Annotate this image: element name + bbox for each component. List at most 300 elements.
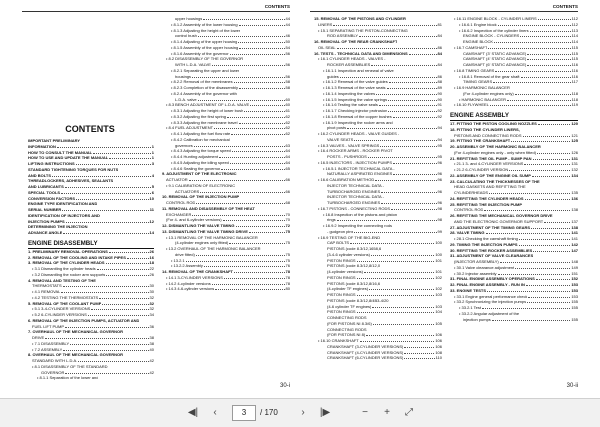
toc-entry-title: (For 4-cylinder engines only) bbox=[463, 90, 514, 96]
toc-leader-dots bbox=[224, 278, 285, 279]
toc-page-number: 112 bbox=[571, 16, 578, 21]
toc-page-number: 142 bbox=[571, 241, 578, 247]
toc-page-number: 56 bbox=[285, 62, 290, 67]
toc-entry-title: • 8.4 FUEL ADJUSTMENT bbox=[166, 125, 214, 131]
toc-page-number: 86 bbox=[437, 44, 442, 50]
toc-page-number: 38 bbox=[149, 340, 154, 346]
toc-leader-dots bbox=[93, 153, 151, 154]
toc-page-number: 16 bbox=[149, 254, 154, 260]
toc-page-number: 58 bbox=[285, 79, 290, 85]
toc-leader-dots bbox=[492, 320, 571, 321]
toc-leader-dots bbox=[99, 298, 148, 299]
toc-entry-title: • 16.3 VALVES - VALVE SPRINGS bbox=[318, 142, 380, 148]
toc-leader-dots bbox=[538, 19, 571, 20]
toc-entry-title: upper housings bbox=[175, 16, 203, 21]
toc-entry-title: PISTONS AND CONNECTING RODS bbox=[454, 132, 522, 138]
toc-page-number: 100 bbox=[435, 240, 442, 246]
right-toc-column-2 bbox=[450, 16, 578, 322]
toc-leader-dots bbox=[487, 291, 570, 292]
toc-page-number: 12 bbox=[149, 218, 154, 224]
toc-page-number: 125 bbox=[571, 138, 578, 144]
toc-entry-title: • 8.1.4 Adjusting of the upper housing bbox=[171, 39, 238, 44]
toc-page-number: 62 bbox=[285, 131, 290, 136]
toc-entry-title: • 33.2.2 Angular adjustment of the bbox=[459, 310, 520, 316]
toc-leader-dots bbox=[354, 232, 436, 233]
toc-entry-title: CONVERSION FACTORS bbox=[28, 195, 76, 201]
toc-leader-dots bbox=[106, 275, 148, 276]
toc-entry-title: • 16.5.1 INJECTOR TECHNICAL DATA - bbox=[323, 165, 395, 171]
toc-page-number: 132 bbox=[571, 167, 578, 172]
next-page-icon[interactable]: › bbox=[301, 407, 305, 418]
toc-leader-dots bbox=[404, 347, 434, 348]
toc-page-number: 1 bbox=[151, 155, 154, 161]
toc-entry-title: • 15.1 SEPARATING THE PISTON-CONNECTING bbox=[318, 27, 408, 33]
zoom-in-icon[interactable]: + bbox=[384, 407, 390, 418]
toc-page-number: 101 bbox=[435, 269, 442, 274]
toc-leader-dots bbox=[404, 353, 434, 354]
toc-entry-title: 2. REMOVAL OF THE COOLING AND INTAKE PIPES bbox=[28, 254, 126, 260]
toc-entry-title: 14. REMOVAL OF THE CRANKSHAFT bbox=[162, 269, 233, 274]
toc-entry-title: • 16.1.3 Renewal of the valve seats bbox=[323, 85, 386, 90]
toc-entry-title: • 13.2.1 bbox=[171, 257, 185, 263]
toc-entry-title: 30. REFITTING THE ROCKER ASSEMBLIES bbox=[450, 247, 533, 253]
toc-entry-title: L.D.A. valve bbox=[175, 96, 197, 102]
toc-page-number: 62 bbox=[285, 113, 290, 119]
toc-entry-title: ADVANCE ANGLE bbox=[28, 230, 63, 235]
toc-page-number: 5 bbox=[151, 184, 154, 189]
toc-entry-title: injection pumps bbox=[463, 316, 491, 322]
toc-entry-title: CAP BOLTS bbox=[327, 240, 350, 246]
previous-page-icon[interactable]: ‹ bbox=[213, 407, 217, 418]
toc-entry-title: 24. REFITTING THE CYLINDER HEADS bbox=[450, 195, 524, 201]
toc-entry-title: CYLINDERHEADS bbox=[454, 190, 489, 195]
toc-entry-title: DRIVE bbox=[32, 335, 45, 340]
toc-leader-dots bbox=[366, 335, 434, 336]
toc-leader-dots bbox=[507, 100, 571, 101]
toc-page-number: 94 bbox=[437, 136, 442, 142]
toc-entry-title: • 16.2 CYLINDER HEADS - VALVE GUIDES - bbox=[318, 131, 400, 136]
toc-entry-title: CONNECTING RODS bbox=[327, 315, 367, 320]
toc-page-number: 68 bbox=[285, 200, 290, 205]
toc-leader-dots bbox=[391, 209, 437, 210]
toc-entry-title: TURBOCHARGED ENGINES bbox=[327, 188, 381, 194]
toc-page-number: 40 bbox=[149, 346, 154, 352]
toc-page-number: 72 bbox=[285, 223, 290, 228]
toc-page-number: 98 bbox=[437, 205, 442, 211]
toc-page-number: 84 bbox=[437, 62, 442, 67]
toc-entry-title: • 21.2 6-CYLINDER VERSION bbox=[454, 167, 509, 172]
toc-leader-dots bbox=[359, 36, 437, 37]
toc-leader-dots bbox=[515, 268, 570, 269]
toc-page-number: 99 bbox=[437, 228, 442, 234]
toc-page-number: 102 bbox=[435, 286, 442, 292]
toc-leader-dots bbox=[194, 146, 285, 147]
toc-page-number: 116 bbox=[571, 73, 578, 79]
toc-leader-dots bbox=[525, 199, 571, 200]
toc-leader-dots bbox=[234, 272, 285, 273]
toc-entry-title: • 8.2 DISASSEMBLY OF THE GOVERNOR bbox=[166, 56, 244, 62]
toc-entry-title: • 8.2.2 Removal of the membranes bbox=[171, 79, 233, 85]
toc-entry-title: ROCKER ASSEMBLIES bbox=[327, 62, 371, 67]
toc-entry-title: pivot posts bbox=[327, 125, 347, 131]
toc-entry-title: 7. OVERHAUL OF THE MECHANICAL GOVERNOR bbox=[28, 329, 123, 335]
toc-entry-title: PISTON RINGS bbox=[327, 274, 356, 280]
toc-leader-dots bbox=[109, 252, 149, 253]
toc-entry[interactable] bbox=[162, 286, 290, 292]
toc-entry-title: • 7.2 ASSEMBLY bbox=[32, 346, 63, 352]
toc-entry-title: 33. ENGINE TESTS bbox=[450, 287, 487, 293]
toc-page-number: 106 bbox=[435, 343, 442, 349]
toc-leader-dots bbox=[347, 128, 436, 129]
toc-entry-title: • 16.8 TIMING GEARS bbox=[454, 67, 495, 73]
toc-entry-title: PISTON RINGS bbox=[327, 309, 356, 315]
toc-entry-title: ENGINE BLOCK - CYLINDERS bbox=[463, 33, 520, 39]
toc-entry-title: DETERMINING THE INJECTION bbox=[28, 224, 88, 230]
toc-page-number: 148 bbox=[571, 259, 578, 264]
fit-page-icon[interactable]: ⤢ bbox=[405, 407, 413, 418]
toc-entry-title: CAMSHAFT (3' STATIC ADVANCE) bbox=[463, 50, 527, 56]
toc-entry-title: THREADLOCKERS, ADHESIVES, SEALANTS bbox=[28, 178, 114, 184]
toc-entry-title: • 16.8.1 Removal of the gear shaft bbox=[459, 73, 520, 79]
toc-entry-title: control bush bbox=[175, 33, 197, 39]
toc-entry-title: • 8.2.3 Completion of the disassembly bbox=[171, 85, 238, 90]
toc-leader-dots bbox=[388, 100, 436, 101]
toc-entry-title: SERIAL NUMBER bbox=[28, 207, 62, 212]
toc-entry-title: 5. REMOVAL OF THE COOLANT PUMP bbox=[28, 300, 102, 306]
toc-entry-title: ENGINE TYPE IDENTIFICATION AND bbox=[28, 201, 98, 207]
toc-leader-dots bbox=[52, 176, 151, 177]
toc-entry-title: 8. OVERHAUL OF THE MECHANICAL GOVERNOR bbox=[28, 352, 123, 358]
toc-entry-title: 10. REMOVAL OF THE INJECTION PUMP bbox=[162, 194, 240, 200]
toc-entry-title: • 7.1 DISASSEMBLY bbox=[32, 340, 70, 346]
toc-entry-title: • 8.4.6 Sealing the governor bbox=[171, 165, 221, 171]
toc-entry-title: CONNECTING RODS bbox=[327, 326, 367, 332]
contents-title: CONTENTS bbox=[65, 124, 115, 134]
toc-page-number: 26 bbox=[149, 248, 154, 254]
toc-entry-title: rings bbox=[327, 217, 336, 223]
toc-entry-title: • 8.3.1 Adjusting the height of lower bush bbox=[171, 108, 244, 113]
toc-page-number: 64 bbox=[285, 148, 290, 154]
toc-entry-title: • 33.1 Engine general performance check bbox=[454, 293, 528, 299]
toc-leader-dots bbox=[234, 82, 285, 83]
toc-entry-title: • 8.2.4 Assembly of the governor with bbox=[171, 90, 237, 96]
toc-entry-title: PISTON RINGS bbox=[327, 257, 356, 263]
toc-page-number: 84 bbox=[437, 50, 442, 56]
toc-page-number: 105 bbox=[435, 320, 442, 326]
toc-page-number: 101 bbox=[435, 257, 442, 263]
toc-leader-dots bbox=[389, 82, 437, 83]
toc-page-number: 152 bbox=[571, 276, 578, 282]
toc-entry-title: • 8.3.2 Adjusting the first spring bbox=[171, 113, 226, 119]
toc-leader-dots bbox=[409, 54, 437, 55]
toc-page-number: 75 bbox=[285, 228, 290, 234]
toc-entry-title: • 16.7 CAMSHAFT bbox=[454, 44, 488, 50]
toc-entry-title: (4-cylinder versions) bbox=[327, 269, 364, 274]
toc-page-number: 106 bbox=[435, 338, 442, 343]
toc-entry-title: AND LUBRICANTS bbox=[28, 184, 64, 189]
toc-leader-dots bbox=[381, 203, 436, 204]
toc-leader-dots bbox=[221, 169, 284, 170]
toc-entry-title: • 8.1 DISASSEMBLY OF THE STANDARD bbox=[32, 363, 108, 369]
toc-entry-title: • 8.4.1 Adjusting the fuel flow rate bbox=[171, 131, 231, 136]
toc-page-number: 54 bbox=[285, 44, 290, 50]
toc-leader-dots bbox=[527, 59, 570, 60]
toc-page-number: 96 bbox=[437, 159, 442, 165]
toc-page-number: 96 bbox=[437, 200, 442, 205]
last-page-icon[interactable]: |▶ bbox=[319, 407, 331, 418]
toc-page-number: 78 bbox=[285, 274, 290, 280]
toc-entry-title: • 16.9.2 Inspecting the connecting rods bbox=[323, 223, 393, 228]
toc-page-number: 149 bbox=[571, 264, 578, 270]
toc-leader-dots bbox=[380, 146, 436, 147]
toc-entry-title: • 16.4 ROCKER ARMS - ROCKER PIVOT bbox=[318, 148, 393, 154]
toc-leader-dots bbox=[127, 258, 149, 259]
right-page-header: CONTENTS bbox=[552, 4, 578, 9]
left-page bbox=[12, 0, 300, 398]
toc-leader-dots bbox=[364, 272, 434, 273]
toc-leader-dots bbox=[239, 48, 284, 49]
toc-leader-dots bbox=[76, 199, 149, 200]
toc-entry-title: housings bbox=[175, 73, 192, 79]
toc-entry-title: ACTUATORS bbox=[175, 188, 200, 194]
toc-leader-dots bbox=[357, 278, 435, 279]
toc-page-number: 66 bbox=[285, 188, 290, 194]
toc-entry-title: INJECTOR TECHNICAL DATA - bbox=[327, 194, 384, 200]
toc-entry-title: • 21.1 3- and 4-CYLINDER VERSIONS bbox=[454, 161, 524, 167]
toc-entry-title: AND BOLTS bbox=[28, 172, 52, 178]
toc-page-number: 36 bbox=[149, 323, 154, 329]
toc-entry-title: • 16.1.9 Inspecting the rocker arms and bbox=[323, 119, 393, 125]
toc-entry-title: ACTUATOR bbox=[166, 177, 188, 182]
toc-entry-title: • 8.3.3 Adjusting the membrane travel bbox=[171, 119, 238, 125]
toc-entry[interactable] bbox=[28, 375, 154, 381]
toc-entry-title: OIL SEAL bbox=[318, 44, 336, 50]
toc-leader-dots bbox=[493, 82, 570, 83]
toc-entry-title: • 16.1.8 Renewal of the copper bushes bbox=[323, 113, 392, 119]
toc-entry-title: • 8.1.3 Adjusting the height of the lower bbox=[171, 27, 241, 33]
toc-leader-dots bbox=[511, 141, 570, 142]
first-page-icon[interactable]: ◀| bbox=[187, 407, 199, 418]
toc-leader-dots bbox=[484, 210, 570, 211]
toc-entry-title: (4-cylinder engines only fitted) bbox=[175, 240, 229, 246]
toc-page-number: 11 bbox=[149, 207, 154, 212]
right-page-number: 30-ii bbox=[566, 383, 578, 389]
toc-entry-title: 3. REMOVAL OF THE CYLINDER HEADS bbox=[28, 260, 105, 266]
toc-leader-dots bbox=[537, 153, 570, 154]
toc-entry[interactable] bbox=[450, 102, 578, 108]
toc-entry-title: 18. FITTING THE CYLINDER LINERS, bbox=[450, 126, 520, 132]
toc-leader-dots bbox=[519, 239, 570, 240]
toc-page-number: 26 bbox=[149, 271, 154, 277]
toc-entry-title: NATURALLY ASPIRATED ENGINES bbox=[327, 171, 393, 177]
toc-leader-dots bbox=[192, 215, 284, 216]
toc-page-number: 75 bbox=[285, 257, 290, 263]
toc-page-number: 103 bbox=[435, 303, 442, 309]
toc-entry-title: 13. DISMANTLING THE VALVE TIMING DRIVE bbox=[162, 228, 248, 234]
toc-leader-dots bbox=[538, 124, 570, 125]
toc-entry-title: • 16.9 HARMONIC BALANCER bbox=[454, 85, 510, 90]
toc-page-number: 138 bbox=[571, 207, 578, 213]
toc-leader-dots bbox=[515, 94, 571, 95]
toc-entry-title: FUEL LIFT PUMP bbox=[32, 323, 65, 329]
toc-entry-title: HOW TO CONSULT THE MANUAL bbox=[28, 149, 93, 155]
toc-page-number: 95 bbox=[437, 142, 442, 148]
toc-entry-title: IDENTIFICATION OF INJECTORS AND bbox=[28, 212, 100, 218]
toc-page-number: 92 bbox=[437, 113, 442, 119]
toc-page-number: 64 bbox=[285, 159, 290, 165]
toc-leader-dots bbox=[57, 147, 151, 148]
toc-page-number: 118 bbox=[571, 96, 578, 102]
toc-page-number: 34 bbox=[149, 312, 154, 317]
toc-entry-title: (For 4- and 6-cylinder versions) bbox=[166, 217, 222, 223]
toc-entry-title: • 13.2 OVERHAUL OF THE HARMONIC BALANCER bbox=[166, 246, 261, 251]
toc-entry-title: • 13.2.2 Assembly bbox=[171, 263, 203, 269]
toc-leader-dots bbox=[357, 295, 435, 296]
toc-leader-dots bbox=[404, 358, 434, 359]
toc-leader-dots bbox=[527, 54, 570, 55]
toc-leader-dots bbox=[533, 159, 571, 160]
toc-leader-dots bbox=[388, 111, 436, 112]
zoom-out-icon[interactable]: − bbox=[362, 407, 368, 418]
toc-page-number: 60 bbox=[285, 102, 290, 108]
toc-entry-title: 27. ADJUSTMENT OF THE TIMING GEARS bbox=[450, 224, 531, 230]
toc-entry-title: ENGINE BLOCK bbox=[463, 39, 494, 44]
toc-leader-dots bbox=[230, 163, 285, 164]
toc-leader-dots bbox=[215, 289, 284, 290]
toc-page-number: 120 bbox=[571, 121, 578, 126]
toc-leader-dots bbox=[526, 285, 570, 286]
toc-entry-title: SPECIAL TOOLS bbox=[28, 189, 61, 195]
toc-leader-dots bbox=[204, 266, 285, 267]
toc-page-number: 131 bbox=[571, 161, 578, 167]
toc-page-number: 147 bbox=[571, 247, 578, 253]
toc-entry-title: (FOR PISTONS NI 8) bbox=[327, 332, 366, 338]
toc-leader-dots bbox=[373, 324, 434, 325]
toc-page-number: 91 bbox=[437, 102, 442, 108]
toc-entry-title: PISTONS (code 8.3/12,8/4B3-4/20 bbox=[327, 297, 389, 303]
left-header-rule bbox=[22, 11, 290, 12]
toc-entry-title: • 30.1 Valve clearance adjustment bbox=[454, 264, 515, 270]
toc-leader-dots bbox=[91, 309, 148, 310]
toc-entry-title: • 8.4.4 Hunting adjustment bbox=[171, 154, 218, 159]
toc-entry-title: 16. REMOVAL OF THE REAR CRANKSHAFT bbox=[314, 39, 398, 44]
toc-entry-title: STANDARD WITH L.D.A. bbox=[32, 358, 78, 363]
toc-entry[interactable] bbox=[450, 317, 578, 323]
toc-leader-dots bbox=[230, 54, 285, 55]
toc-leader-dots bbox=[527, 65, 570, 66]
toc-page-number: 94 bbox=[437, 125, 442, 131]
toc-entry-title: • 4.2 TESTING THE THERMOSTATS bbox=[32, 294, 99, 300]
toc-page-number: 78 bbox=[285, 280, 290, 286]
toc-leader-dots bbox=[371, 255, 434, 256]
toc-page-number: 32 bbox=[149, 294, 154, 300]
toc-entry-title: • 16.1.7 Checking injector protrusion bbox=[323, 108, 388, 113]
toc-entry-title: • 3.1 Dismantling the cylinder heads bbox=[32, 266, 96, 271]
toc-leader-dots bbox=[490, 105, 571, 106]
toc-entry-title: (For 4-cylinder engines only - only when fitted) bbox=[454, 149, 537, 155]
toc-leader-dots bbox=[509, 170, 570, 171]
toc-entry-title: • 8.2.1 Separating the upper and lower bbox=[171, 67, 240, 73]
toc-entry-title: • 8.1.1 Separation of the lower and bbox=[37, 375, 99, 381]
toc-entry-title: PISTONS (code 8.3/12,1658,6 bbox=[327, 246, 382, 251]
toc-entry-title: TURBOCHARGED ENGINES bbox=[327, 200, 381, 205]
toc-page-number: 46 bbox=[285, 33, 290, 39]
toc-page-number: 134 bbox=[571, 172, 578, 178]
toc-page-number: 18 bbox=[149, 260, 154, 266]
toc-page-number: 100 bbox=[435, 251, 442, 257]
toc-leader-dots bbox=[369, 289, 434, 290]
toc-entry-title: EXCHANGER bbox=[166, 211, 192, 217]
toc-page-number: 103 bbox=[435, 292, 442, 297]
toc-page-number: 4 bbox=[151, 172, 154, 178]
toc-entry-title: HEAD GASKETS AND REFITTING THE bbox=[454, 184, 526, 190]
toc-page-number: 81 bbox=[437, 21, 442, 27]
toc-entry-title: • 14.3 4-6-cylinder versions bbox=[166, 286, 215, 292]
toc-leader-dots bbox=[244, 111, 284, 112]
toc-entry-title: • 5.1 3-4-CYLINDER VERSIONS bbox=[32, 306, 91, 312]
toc-entry-title: 1. PRELIMINARY REMOVAL OPERATIONS bbox=[28, 248, 108, 254]
toc-leader-dots bbox=[239, 123, 285, 124]
toc-page-number: 113 bbox=[571, 27, 578, 33]
toc-entry-title: • 16.11 ENGINE BLOCK - CYLINDER LINERS bbox=[454, 16, 537, 21]
toc-leader-dots bbox=[381, 192, 436, 193]
toc-entry-title: LIFTING INSTRUCTIONS bbox=[28, 161, 75, 166]
toc-page-number: 116 bbox=[571, 62, 578, 67]
toc-leader-dots bbox=[544, 222, 570, 223]
toc-page-number: 60 bbox=[285, 96, 290, 102]
toc-leader-dots bbox=[333, 25, 436, 26]
toc-leader-dots bbox=[212, 65, 285, 66]
toc-entry-title: POSTS - PUSHRODS bbox=[327, 154, 367, 159]
toc-entry-title: • 8.1.6 Assembly of the governor bbox=[171, 50, 229, 56]
toc-entry-title: • 14.1 3-CYLINDER VERSIONS bbox=[166, 274, 223, 280]
toc-leader-dots bbox=[350, 243, 434, 244]
toc-leader-dots bbox=[63, 233, 148, 234]
toc-page-number: 42 bbox=[149, 358, 154, 363]
toc-entry-title: • 16.1.1 Inspection and renewal of valve bbox=[323, 67, 394, 73]
current-page-input[interactable] bbox=[232, 405, 256, 421]
toc-entry[interactable] bbox=[28, 230, 154, 236]
toc-page-number: 61 bbox=[285, 108, 290, 113]
toc-page-number: 108 bbox=[435, 349, 442, 355]
toc-entry-title: • 8.1.5 Assembly of the upper housing bbox=[171, 44, 239, 50]
toc-entry-title: 28. VALVE TIMING bbox=[450, 230, 485, 236]
toc-leader-dots bbox=[498, 25, 571, 26]
toc-page-number: 95 bbox=[437, 154, 442, 159]
toc-entry-title: PISTONS (code 8.3/12,8/12,0 bbox=[327, 263, 381, 269]
toc-entry-title: • 16.5 INJECTORS - INJECTION PUMPS bbox=[318, 159, 393, 165]
toc-page-number: 89 bbox=[437, 85, 442, 90]
toc-entry-title: • 16.1.6 Testing the valve seals bbox=[323, 102, 378, 108]
toc-leader-dots bbox=[45, 338, 148, 339]
toc-page-number: 1 bbox=[151, 149, 154, 155]
right-header-rule bbox=[310, 11, 578, 12]
toc-leader-dots bbox=[198, 36, 285, 37]
toc-page-number: 137 bbox=[571, 218, 578, 224]
toc-leader-dots bbox=[533, 251, 570, 252]
toc-page-number: 84 bbox=[437, 33, 442, 39]
toc-entry-title: (4-cylinder TF engines) bbox=[327, 286, 369, 292]
toc-page-number: 153 bbox=[571, 282, 578, 287]
toc-entry-title: CAMSHAFT (4' STATIC ADVANCE) bbox=[463, 56, 527, 62]
toc-entry-title: 31. ADJUSTMENT OF VALVE CLEARANCES bbox=[450, 253, 534, 259]
toc-entry-title: 22. ASSEMBLY OF THE ENGINE OIL SUMP bbox=[450, 172, 531, 178]
toc-entry-title: • 16.1.5 Inspecting the valve springs bbox=[323, 96, 388, 102]
toc-page-number: 22 bbox=[149, 266, 154, 271]
toc-entry[interactable] bbox=[314, 355, 442, 361]
toc-leader-dots bbox=[482, 308, 570, 309]
left-toc-column-1 bbox=[28, 138, 154, 381]
